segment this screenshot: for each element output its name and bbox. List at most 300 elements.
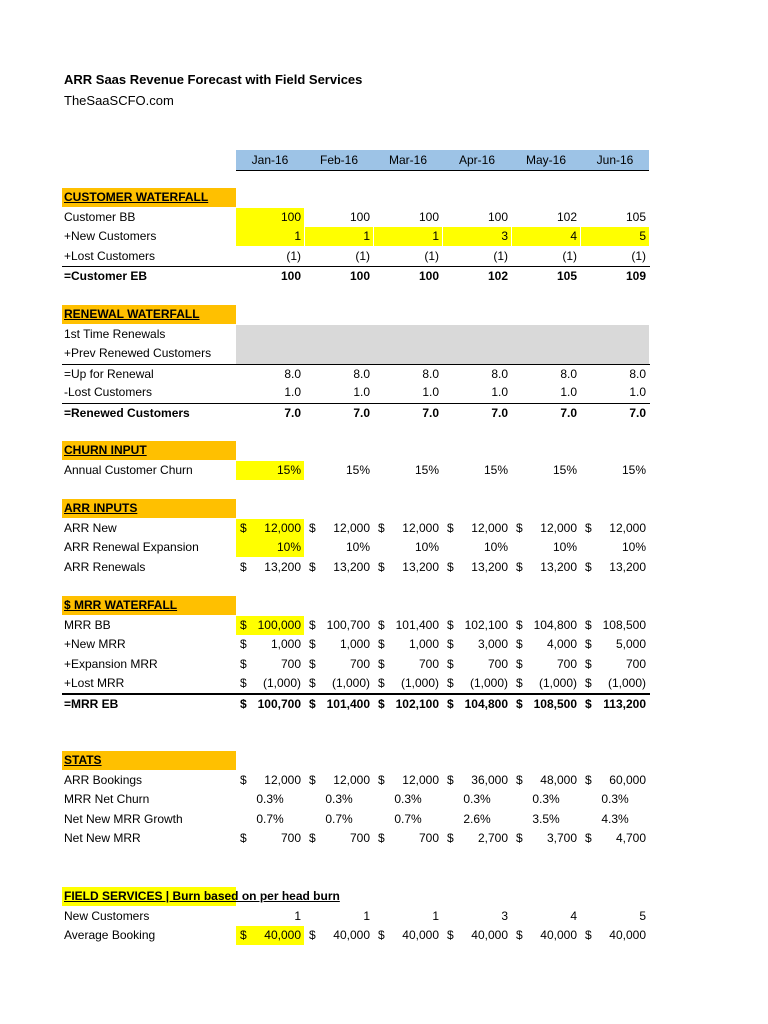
table-row (62, 538, 650, 557)
data-cell[interactable] (236, 926, 304, 945)
data-cell[interactable] (236, 907, 304, 926)
row-label: =MRR EB (64, 696, 119, 711)
table-row (62, 829, 650, 848)
data-cell[interactable] (374, 325, 442, 344)
data-cell[interactable] (236, 344, 304, 363)
data-cell[interactable] (305, 538, 373, 557)
currency-symbol: $ (516, 772, 523, 787)
data-cell[interactable] (236, 695, 304, 714)
currency-symbol: $ (447, 676, 454, 690)
cell-value: 100 (418, 209, 439, 224)
section-heading-label: ARR INPUTS (64, 501, 138, 515)
data-cell[interactable] (512, 655, 580, 674)
cell-value: 2.6% (463, 811, 491, 826)
currency-symbol: $ (516, 559, 523, 574)
row-label: MRR Net Churn (64, 792, 150, 806)
row-label: +New MRR (64, 637, 126, 651)
currency-symbol: $ (447, 831, 454, 845)
data-cell[interactable] (443, 365, 511, 384)
data-cell[interactable] (236, 538, 304, 557)
data-cell[interactable] (305, 695, 373, 714)
row-label: MRR BB (64, 617, 111, 632)
row-label: 1st Time Renewals (64, 326, 166, 341)
data-cell[interactable] (581, 538, 649, 557)
row-label: Customer BB (64, 209, 136, 224)
data-cell[interactable] (512, 383, 580, 402)
data-cell[interactable] (374, 616, 442, 635)
data-cell[interactable] (374, 404, 442, 423)
cell-value: 700 (349, 656, 370, 671)
data-cell[interactable] (443, 635, 511, 654)
cell-value: 15% (621, 462, 646, 477)
data-cell[interactable] (443, 674, 511, 693)
section-heading-stats (62, 751, 236, 770)
data-cell[interactable] (374, 538, 442, 557)
cell-value: 15% (276, 462, 301, 477)
cell-value: 102,100 (395, 696, 439, 711)
data-cell[interactable] (305, 655, 373, 674)
data-cell[interactable] (374, 829, 442, 848)
data-cell[interactable] (305, 674, 373, 693)
currency-symbol: $ (309, 696, 316, 711)
cell-value: 1 (294, 229, 301, 243)
data-cell[interactable] (305, 616, 373, 635)
row-label: =Renewed Customers (64, 405, 190, 420)
table-row (62, 519, 650, 538)
cell-value: 100 (487, 209, 508, 224)
cell-value: 12,000 (402, 520, 439, 535)
data-cell[interactable] (374, 365, 442, 384)
currency-symbol: $ (447, 928, 454, 942)
data-cell[interactable] (374, 674, 442, 693)
month-header-jun-16[interactable]: Jun-16 (596, 153, 634, 167)
data-cell[interactable] (512, 208, 580, 227)
data-cell[interactable] (305, 227, 373, 246)
cell-value: 2,700 (477, 831, 508, 845)
data-cell[interactable] (581, 247, 649, 266)
data-cell[interactable] (236, 461, 304, 480)
cell-value: 102,100 (464, 617, 508, 632)
data-cell[interactable] (236, 519, 304, 538)
data-cell[interactable] (443, 558, 511, 577)
cell-value: 101,400 (395, 617, 439, 632)
data-cell[interactable] (374, 461, 442, 480)
data-cell[interactable] (236, 674, 304, 693)
data-cell[interactable] (512, 404, 580, 423)
data-cell[interactable] (305, 810, 373, 829)
cell-value: (1,000) (607, 676, 646, 690)
cell-value: 100 (349, 269, 370, 283)
data-cell[interactable] (236, 810, 304, 829)
cell-value: 700 (556, 656, 577, 671)
data-cell[interactable] (236, 247, 304, 266)
data-cell[interactable] (305, 383, 373, 402)
data-cell[interactable] (443, 790, 511, 809)
data-cell[interactable] (512, 616, 580, 635)
data-cell[interactable] (443, 344, 511, 363)
data-cell[interactable] (581, 810, 649, 829)
section-heading-label: CUSTOMER WATERFALL (64, 190, 209, 204)
data-cell[interactable] (512, 461, 580, 480)
cell-value: 5,000 (615, 637, 646, 651)
month-header-apr-16[interactable]: Apr-16 (458, 153, 496, 167)
cell-value: 0.3% (463, 792, 491, 806)
data-cell[interactable] (305, 790, 373, 809)
table-row (62, 810, 650, 829)
cell-value: (1) (424, 248, 439, 263)
cell-value: 8.0 (491, 366, 508, 381)
data-cell[interactable] (443, 383, 511, 402)
data-cell[interactable] (581, 383, 649, 402)
data-cell[interactable] (512, 227, 580, 246)
data-cell[interactable] (374, 519, 442, 538)
cell-value: 10% (276, 540, 301, 554)
row-label: Net New MRR Growth (64, 811, 183, 826)
data-cell[interactable] (374, 558, 442, 577)
data-cell[interactable] (443, 655, 511, 674)
data-cell[interactable] (236, 655, 304, 674)
data-cell[interactable] (581, 227, 649, 246)
cell-value: 1.0 (491, 385, 508, 399)
cell-value: 15% (345, 462, 370, 477)
cell-value: 1 (432, 229, 439, 243)
cell-value: 1.0 (284, 385, 301, 399)
data-cell[interactable] (581, 404, 649, 423)
cell-value: 12,000 (402, 772, 439, 787)
data-cell[interactable] (236, 404, 304, 423)
cell-value: 0.3% (532, 792, 560, 806)
cell-value: 10% (552, 540, 577, 554)
data-cell[interactable] (581, 519, 649, 538)
cell-value: 40,000 (402, 928, 439, 942)
data-cell[interactable] (512, 538, 580, 557)
row-label: =Up for Renewal (64, 366, 154, 381)
data-cell[interactable] (305, 519, 373, 538)
data-cell[interactable] (374, 655, 442, 674)
data-cell[interactable] (443, 208, 511, 227)
data-cell[interactable] (305, 771, 373, 790)
data-cell[interactable] (374, 695, 442, 714)
section-heading-label: $ MRR WATERFALL (64, 598, 178, 612)
data-cell[interactable] (236, 208, 304, 227)
data-cell[interactable] (236, 558, 304, 577)
cell-value: (1,000) (262, 676, 301, 690)
cell-value: (1,000) (538, 676, 577, 690)
cell-value: (1,000) (469, 676, 508, 690)
table-row (62, 616, 650, 635)
data-cell[interactable] (305, 247, 373, 266)
currency-symbol: $ (240, 520, 247, 535)
data-cell[interactable] (236, 227, 304, 246)
cell-value: 13,200 (471, 559, 508, 574)
row-label: +New Customers (64, 229, 157, 243)
currency-symbol: $ (447, 559, 454, 574)
cell-value: 15% (483, 462, 508, 477)
currency-symbol: $ (240, 772, 247, 787)
data-cell[interactable] (305, 208, 373, 227)
data-cell[interactable] (374, 810, 442, 829)
data-cell[interactable] (236, 771, 304, 790)
data-cell[interactable] (374, 267, 442, 286)
data-cell[interactable] (443, 267, 511, 286)
data-cell[interactable] (512, 519, 580, 538)
data-cell[interactable] (443, 829, 511, 848)
cell-value: 105 (556, 269, 577, 283)
data-cell[interactable] (374, 227, 442, 246)
row-label: Average Booking (64, 928, 156, 942)
currency-symbol: $ (516, 617, 523, 632)
cell-value: 100,700 (257, 696, 301, 711)
cell-value: 100 (349, 209, 370, 224)
data-cell[interactable] (581, 616, 649, 635)
data-cell[interactable] (512, 907, 580, 926)
cell-value: 0.3% (325, 792, 353, 806)
currency-symbol: $ (240, 676, 247, 690)
data-cell[interactable] (581, 771, 649, 790)
data-cell[interactable] (374, 907, 442, 926)
data-cell[interactable] (443, 461, 511, 480)
row-label: ARR Bookings (64, 772, 143, 787)
table-row (62, 247, 650, 266)
data-cell[interactable] (581, 461, 649, 480)
currency-symbol: $ (378, 617, 385, 632)
cell-value: 8.0 (629, 366, 646, 381)
cell-value: 8.0 (560, 366, 577, 381)
data-cell[interactable] (374, 771, 442, 790)
cell-value: 0.7% (256, 811, 284, 826)
currency-symbol: $ (378, 928, 385, 942)
row-label: +Lost Customers (64, 248, 156, 263)
currency-symbol: $ (516, 637, 523, 651)
data-cell[interactable] (374, 344, 442, 363)
data-cell[interactable] (443, 695, 511, 714)
cell-value: 13,200 (402, 559, 439, 574)
data-cell[interactable] (512, 325, 580, 344)
data-cell[interactable] (305, 344, 373, 363)
data-cell[interactable] (305, 635, 373, 654)
data-cell[interactable] (512, 247, 580, 266)
data-cell[interactable] (374, 247, 442, 266)
data-cell[interactable] (374, 926, 442, 945)
data-cell[interactable] (512, 810, 580, 829)
cell-value: 0.3% (601, 792, 629, 806)
data-cell[interactable] (581, 695, 649, 714)
data-cell[interactable] (443, 538, 511, 557)
currency-symbol: $ (516, 831, 523, 845)
currency-symbol: $ (309, 637, 316, 651)
cell-value: 1,000 (408, 637, 439, 651)
data-cell[interactable] (512, 674, 580, 693)
cell-value: 4,700 (615, 831, 646, 845)
cell-value: 700 (280, 656, 301, 671)
table-row (62, 208, 650, 227)
cell-value: 108,500 (533, 696, 577, 711)
data-cell[interactable] (236, 616, 304, 635)
currency-symbol: $ (309, 928, 316, 942)
row-label: ARR New (64, 520, 117, 535)
currency-symbol: $ (378, 831, 385, 845)
currency-symbol: $ (447, 637, 454, 651)
cell-value: 12,000 (264, 772, 301, 787)
currency-symbol: $ (240, 559, 247, 574)
data-cell[interactable] (236, 635, 304, 654)
data-cell[interactable] (305, 558, 373, 577)
currency-symbol: $ (309, 831, 316, 845)
cell-value: 40,000 (333, 928, 370, 942)
data-cell[interactable] (512, 829, 580, 848)
data-cell[interactable] (512, 365, 580, 384)
month-header-feb-16[interactable]: Feb-16 (319, 153, 359, 167)
data-cell[interactable] (305, 365, 373, 384)
cell-value: 0.7% (394, 811, 422, 826)
currency-symbol: $ (240, 617, 247, 632)
data-cell[interactable] (581, 325, 649, 344)
row-label: =Customer EB (64, 269, 148, 283)
cell-value: 12,000 (471, 520, 508, 535)
data-cell[interactable] (443, 325, 511, 344)
data-cell[interactable] (581, 829, 649, 848)
data-cell[interactable] (443, 247, 511, 266)
currency-symbol: $ (240, 831, 247, 845)
currency-symbol: $ (585, 676, 592, 690)
data-cell[interactable] (581, 907, 649, 926)
cell-value: 700 (280, 831, 301, 845)
data-cell[interactable] (512, 635, 580, 654)
data-cell[interactable] (512, 790, 580, 809)
section-heading-label: RENEWAL WATERFALL (64, 307, 200, 321)
data-cell[interactable] (305, 404, 373, 423)
data-cell[interactable] (512, 558, 580, 577)
table-row (62, 771, 650, 790)
cell-value: 3.5% (532, 811, 560, 826)
currency-symbol: $ (309, 656, 316, 671)
table-row (62, 227, 650, 246)
cell-value: 12,000 (609, 520, 646, 535)
cell-value: 36,000 (471, 772, 508, 787)
data-cell[interactable] (374, 208, 442, 227)
data-cell[interactable] (581, 208, 649, 227)
cell-value: 8.0 (353, 366, 370, 381)
cell-value: 8.0 (422, 366, 439, 381)
data-cell[interactable] (581, 635, 649, 654)
cell-value: 1,000 (270, 637, 301, 651)
currency-symbol: $ (516, 696, 523, 711)
cell-value: 0.3% (256, 792, 284, 806)
data-cell[interactable] (374, 635, 442, 654)
cell-value: 1.0 (560, 385, 577, 399)
month-header-may-16[interactable]: May-16 (525, 153, 566, 167)
row-label: +Expansion MRR (64, 656, 158, 671)
cell-value: 40,000 (609, 928, 646, 942)
data-cell[interactable] (305, 267, 373, 286)
currency-symbol: $ (378, 696, 385, 711)
cell-value: 100 (280, 269, 301, 283)
table-row (62, 364, 650, 384)
currency-symbol: $ (378, 676, 385, 690)
cell-value: 7.0 (353, 405, 370, 420)
cell-value: 3 (501, 908, 508, 923)
data-cell[interactable] (236, 365, 304, 384)
data-cell[interactable] (581, 558, 649, 577)
cell-value: 108,500 (602, 617, 646, 632)
data-cell[interactable] (581, 267, 649, 286)
data-cell[interactable] (236, 383, 304, 402)
row-label: New Customers (64, 908, 150, 923)
data-cell[interactable] (236, 325, 304, 344)
cell-value: 10% (483, 540, 508, 554)
table-row (62, 635, 650, 654)
currency-symbol: $ (309, 617, 316, 632)
data-cell[interactable] (305, 325, 373, 344)
cell-value: 100,000 (257, 617, 301, 632)
month-header-row (236, 150, 649, 171)
cell-value: 4 (570, 229, 577, 243)
cell-value: 1 (294, 908, 301, 923)
data-cell[interactable] (512, 344, 580, 363)
data-cell[interactable] (443, 771, 511, 790)
cell-value: 10% (345, 540, 370, 554)
cell-value: (1,000) (331, 676, 370, 690)
table-row (62, 694, 650, 714)
data-cell[interactable] (443, 404, 511, 423)
data-cell[interactable] (512, 771, 580, 790)
data-cell[interactable] (443, 616, 511, 635)
data-cell[interactable] (236, 790, 304, 809)
currency-symbol: $ (585, 928, 592, 942)
data-cell[interactable] (374, 790, 442, 809)
cell-value: 4 (570, 908, 577, 923)
data-cell[interactable] (581, 655, 649, 674)
cell-value: 1 (363, 229, 370, 243)
currency-symbol: $ (516, 676, 523, 690)
data-cell[interactable] (512, 267, 580, 286)
data-cell[interactable] (443, 926, 511, 945)
table-row (62, 461, 650, 480)
currency-symbol: $ (447, 617, 454, 632)
currency-symbol: $ (585, 559, 592, 574)
data-cell[interactable] (512, 695, 580, 714)
data-cell[interactable] (305, 926, 373, 945)
month-header-jan-16[interactable]: Jan-16 (251, 153, 289, 167)
data-cell[interactable] (236, 267, 304, 286)
data-cell[interactable] (581, 365, 649, 384)
month-header-mar-16[interactable]: Mar-16 (388, 153, 427, 167)
currency-symbol: $ (309, 520, 316, 535)
data-cell[interactable] (305, 907, 373, 926)
data-cell[interactable] (512, 926, 580, 945)
data-cell[interactable] (581, 344, 649, 363)
data-cell[interactable] (581, 674, 649, 693)
data-cell[interactable] (374, 383, 442, 402)
data-cell[interactable] (443, 810, 511, 829)
data-cell[interactable] (443, 907, 511, 926)
currency-symbol: $ (309, 559, 316, 574)
currency-symbol: $ (378, 637, 385, 651)
currency-symbol: $ (378, 559, 385, 574)
data-cell[interactable] (305, 461, 373, 480)
data-cell[interactable] (443, 519, 511, 538)
data-cell[interactable] (581, 790, 649, 809)
cell-value: 8.0 (284, 366, 301, 381)
data-cell[interactable] (443, 227, 511, 246)
cell-value: (1) (631, 248, 646, 263)
data-cell[interactable] (236, 829, 304, 848)
sheet-subtitle: TheSaaSCFO.com (64, 93, 174, 108)
data-cell[interactable] (305, 829, 373, 848)
data-cell[interactable] (581, 926, 649, 945)
cell-value: 12,000 (540, 520, 577, 535)
cell-value: 40,000 (540, 928, 577, 942)
